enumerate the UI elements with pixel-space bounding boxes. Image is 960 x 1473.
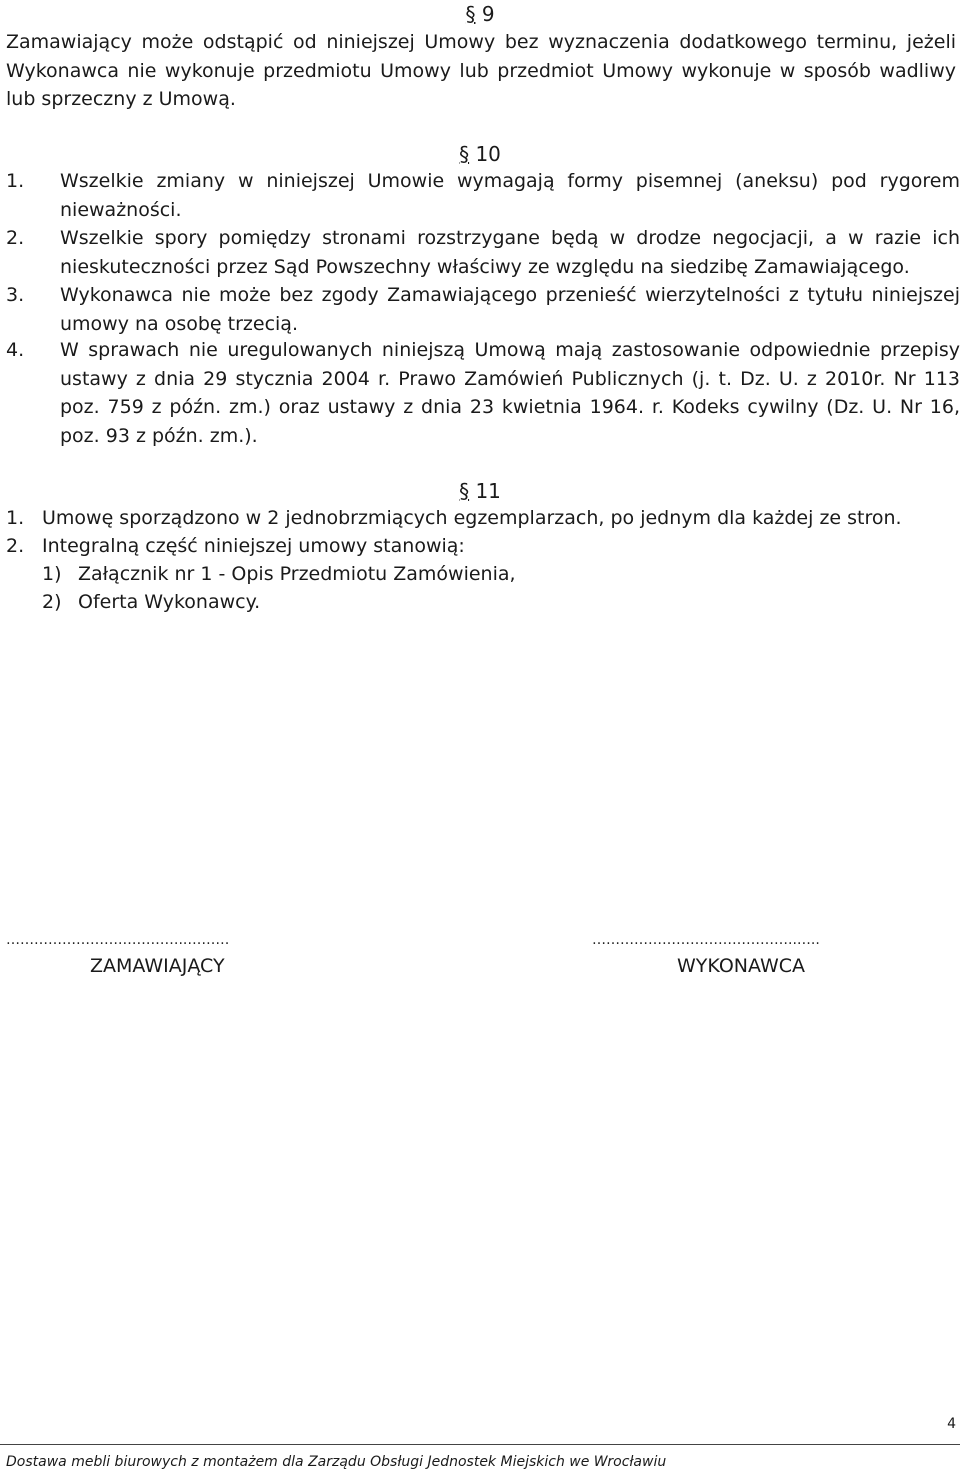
section-symbol: §	[459, 479, 470, 503]
section-10-item-4	[6, 336, 960, 450]
footer-divider	[0, 1444, 960, 1445]
section-number: 11	[475, 479, 501, 503]
section-symbol: §	[465, 2, 476, 26]
footer-text: Dostawa mebli biurowych z montażem dla Zarządu Obsługi Jednostek Miejskich we Wrocławiu	[6, 1454, 667, 1470]
item-text: Wykonawca nie może bez zgody Zamawiającego przenieść wierzytelności z tytułu niniejszej umowy na osobę trzecią.	[60, 284, 960, 335]
section-11-item-2	[6, 532, 960, 561]
item-text: Wszelkie zmiany w niniejszej Umowie wymagają formy pisemnej (aneksu) pod rygorem nieważności.	[60, 170, 960, 221]
section-symbol: §	[459, 142, 470, 166]
page-number: 4	[947, 1416, 956, 1432]
item-text: Wszelkie spory pomiędzy stronami rozstrzygane będą w drodze negocjacji, a w razie ich nieskuteczności przez Sąd Powszechny właściwy ze względu na siedzibę Zamawiającego.	[60, 227, 960, 278]
signature-line-right: ……………………………………..…..	[592, 932, 820, 948]
section-10-item-3	[6, 281, 960, 338]
section-9-paragraph: Zamawiający może odstąpić od niniejszej Umowy bez wyznaczenia dodatkowego terminu, jeżeli Wykonawca nie wykonuje przedmiotu Umowy lub przedmiot Umowy wykonuje w sposób wadliwy lub sprzeczny z Umową.	[6, 31, 956, 110]
attachment-item-1	[42, 560, 942, 589]
signature-label-right: WYKONAWCA	[677, 955, 805, 977]
section-11-heading	[0, 477, 960, 505]
item-number: 3.	[6, 284, 25, 306]
item-number: 2.	[6, 227, 25, 249]
signature-line-left: …………………….…………..………	[6, 932, 230, 948]
section-10-heading	[0, 140, 960, 168]
item-number: 1.	[6, 170, 25, 192]
attachment-text: Załącznik nr 1 - Opis Przedmiotu Zamówienia,	[78, 563, 516, 585]
attachment-number: 1)	[42, 563, 62, 585]
attachment-item-2	[42, 588, 942, 617]
section-11-item-1	[6, 504, 960, 533]
item-text: Integralną część niniejszej umowy stanowią:	[42, 535, 465, 557]
signature-label-left: ZAMAWIAJĄCY	[90, 955, 225, 977]
section-10-item-2	[6, 224, 960, 281]
item-text: W sprawach nie uregulowanych niniejszą Umową mają zastosowanie odpowiednie przepisy ustawy z dnia 29 stycznia 2004 r. Prawo Zamówień Publicznych (j. t. Dz. U. z 2010r. Nr 113 poz. 759 z późn. zm.) oraz ustawy z dnia 23 kwietnia 1964. r. Kodeks cywilny (Dz. U. Nr 16, poz. 93 z późn. zm.).	[60, 339, 960, 447]
section-9-heading	[0, 0, 960, 28]
section-number: 9	[481, 2, 495, 26]
section-10-item-1	[6, 167, 960, 224]
attachment-text: Oferta Wykonawcy.	[78, 591, 261, 613]
item-number: 2.	[6, 535, 25, 557]
item-number: 1.	[6, 507, 25, 529]
section-number: 10	[475, 142, 501, 166]
item-text: Umowę sporządzono w 2 jednobrzmiących egzemplarzach, po jednym dla każdej ze stron.	[42, 507, 902, 529]
attachment-number: 2)	[42, 591, 62, 613]
item-number: 4.	[6, 339, 25, 361]
